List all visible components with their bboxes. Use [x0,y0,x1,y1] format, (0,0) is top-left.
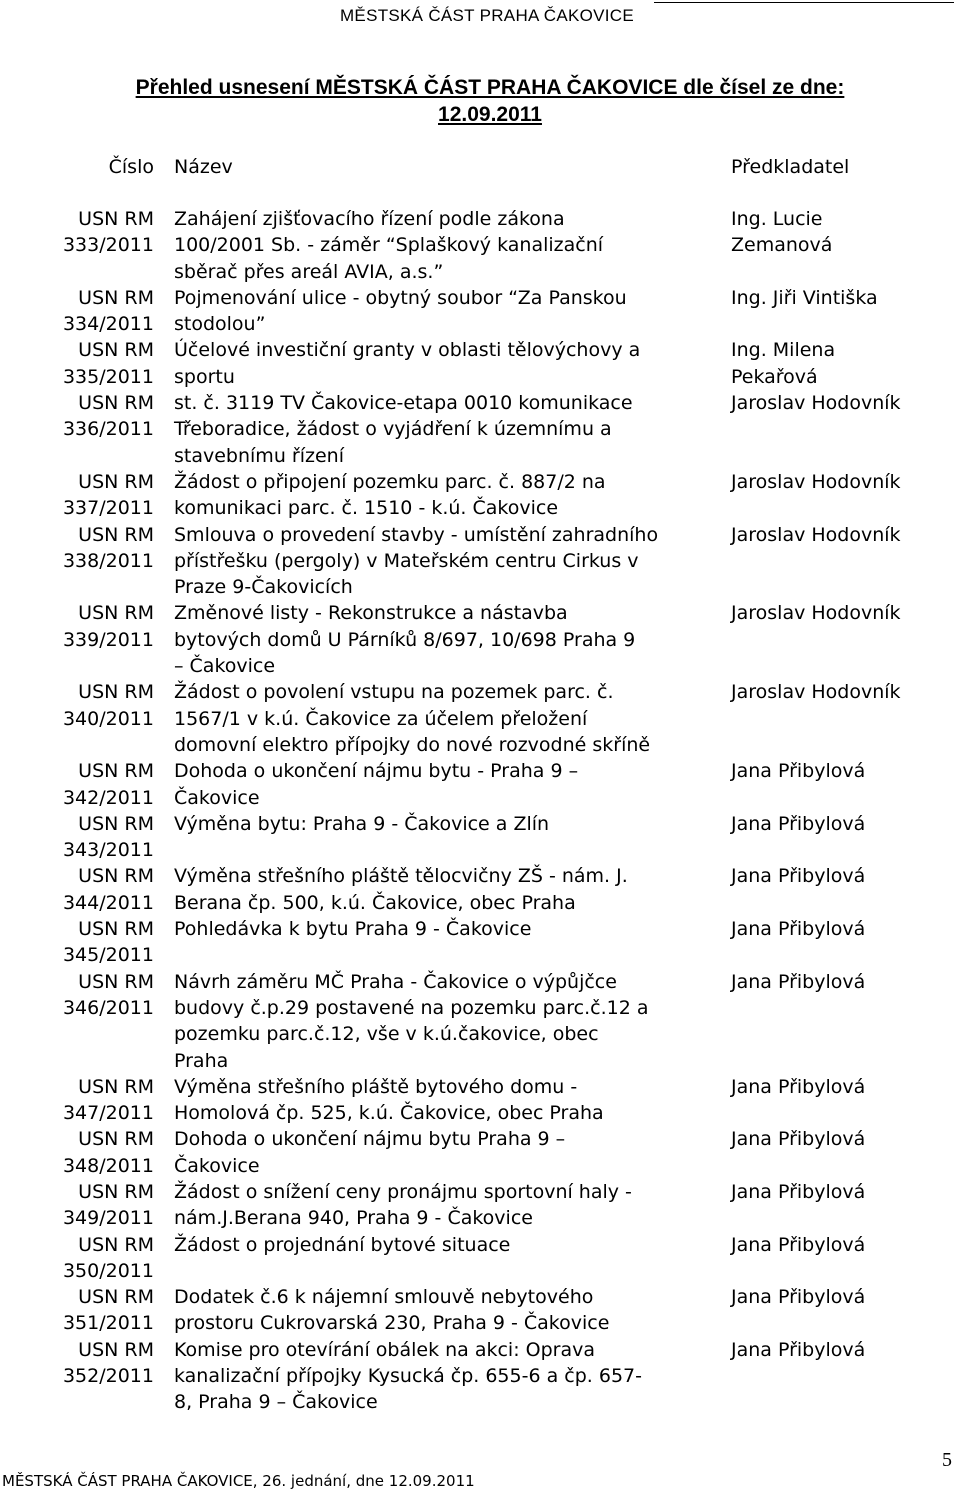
table-row [0,600,960,679]
resolution-number: USN RM 344/2011 [62,865,154,914]
header-rule [654,2,954,3]
resolution-number: USN RM 351/2011 [62,1286,154,1335]
resolution-submitter: Jaroslav Hodovník [731,470,901,493]
resolution-title: Zahájení zjišťovacího řízení podle zákona 100/2001 Sb. - záměr “Splaškový kanalizační sběrač přes areál AVIA, a.s.” [174,208,604,283]
resolution-title: Žádost o povolení vstupu na pozemek parc. č. 1567/1 v k.ú. Čakovice za účelem přeložení domovní elektro přípojky do nové rozvodné skříně [174,681,651,756]
table-row [0,1126,960,1179]
resolution-number: USN RM 349/2011 [62,1180,154,1230]
resolution-title: Žádost o připojení pozemku parc. č. 887/2 na komunikaci parc. č. 1510 - k.ú. Čakovice [174,470,606,520]
resolution-title: Návrh záměru MČ Praha - Čakovice o výpůjčce budovy č.p.29 postavené na pozemku parc.č.12 a pozemku parc.č.12, vše v k.ú.čakovice, obec Praha [174,970,649,1072]
resolution-title: Účelové investiční granty v oblasti tělovýchovy a sportu [174,339,641,388]
resolution-submitter: Jaroslav Hodovník [731,681,901,704]
resolution-submitter: Ing. Lucie Zemanová [731,208,833,257]
table-row [0,206,960,285]
table-row [0,969,960,1074]
resolution-number: USN RM 352/2011 [62,1338,154,1388]
resolution-submitter: Jana Přibylová [731,1338,866,1361]
resolution-number: USN RM 347/2011 [62,1075,154,1125]
resolution-number: USN RM 345/2011 [62,918,154,967]
resolution-title: Dohoda o ukončení nájmu bytu - Praha 9 – Čakovice [174,760,579,809]
resolution-submitter: Jana Přibylová [731,1180,866,1203]
resolution-number: USN RM 348/2011 [62,1128,154,1177]
resolution-submitter: Ing. Milena Pekařová [731,339,836,388]
resolution-submitter: Jana Přibylová [731,970,866,993]
resolution-number: USN RM 337/2011 [62,470,154,520]
resolution-title: Změnové listy - Rekonstrukce a nástavba bytových domů U Párníků 8/697, 10/698 Praha 9 – Čakovice [174,602,636,678]
resolution-title: Výměna střešního pláště bytového domu - Homolová čp. 525, k.ú. Čakovice, obec Praha [174,1075,604,1125]
resolution-submitter: Jaroslav Hodovník [731,602,901,625]
resolution-number: USN RM 335/2011 [62,339,154,388]
column-title-header: Název [174,156,233,178]
table-row [0,285,960,338]
table-row [0,916,960,969]
resolution-number: USN RM 343/2011 [62,812,154,862]
resolution-title: Výměna bytu: Praha 9 - Čakovice a Zlín [174,812,550,835]
page-number: 5 [942,1449,952,1471]
resolution-submitter: Ing. Jiři Vintiška [731,286,878,309]
document-title [60,74,920,128]
resolution-number: USN RM 334/2011 [62,286,154,336]
resolution-submitter: Jana Přibylová [731,1233,866,1256]
resolution-number: USN RM 346/2011 [62,970,154,1019]
table-row [0,469,960,522]
resolution-submitter: Jana Přibylová [731,1128,866,1151]
table-row [0,811,960,864]
table-row [0,390,960,469]
resolution-number: USN RM 333/2011 [62,208,154,257]
table-row [0,1179,960,1232]
table-row [0,863,960,916]
title-line-1: Přehled usnesení MĚSTSKÁ ČÁST PRAHA ČAKOVICE dle čísel ze dne: [135,76,845,99]
resolution-title: Dohoda o ukončení nájmu bytu Praha 9 – Čakovice [174,1128,566,1177]
resolution-title: Pojmenování ulice - obytný soubor “Za Panskou stodolou” [174,286,627,336]
column-number-header: Číslo [108,156,154,178]
table-row [0,337,960,390]
resolution-submitter: Jana Přibylová [731,760,866,783]
header-text: MĚSTSKÁ ČÁST PRAHA ČAKOVICE [339,6,634,25]
resolution-number: USN RM 340/2011 [62,681,154,730]
resolution-title: Komise pro otevírání obálek na akci: Oprava kanalizační přípojky Kysucká čp. 655-6 a čp. 657- 8, Praha 9 – Čakovice [174,1338,642,1414]
footer-text: MĚSTSKÁ ČÁST PRAHA ČAKOVICE, 26. jednání, dne 12.09.2011 [2,1472,475,1490]
table-row [0,758,960,811]
resolution-submitter: Jana Přibylová [731,865,866,888]
resolution-title: Dodatek č.6 k nájemní smlouvě nebytového prostoru Cukrovarská 230, Praha 9 - Čakovice [174,1286,610,1335]
resolution-number: USN RM 350/2011 [62,1233,154,1282]
resolution-submitter: Jana Přibylová [731,918,866,941]
resolution-submitter: Jaroslav Hodovník [731,523,901,546]
resolution-title: Pohledávka k bytu Praha 9 - Čakovice [174,918,532,941]
resolution-title: Žádost o snížení ceny pronájmu sportovní haly - nám.J.Berana 940, Praha 9 - Čakovice [174,1180,632,1230]
resolution-submitter: Jana Přibylová [731,1075,866,1098]
table-row [0,522,960,601]
column-submitter-header: Předkladatel [731,156,850,178]
table-row [0,1284,960,1337]
resolution-number: USN RM 342/2011 [62,760,154,809]
page-header [0,0,960,34]
resolution-title: Žádost o projednání bytové situace [174,1233,511,1256]
resolution-number: USN RM 338/2011 [62,523,154,572]
resolution-title: st. č. 3119 TV Čakovice-etapa 0010 komunikace Třeboradice, žádost o vyjádření k územnímu a stavebnímu řízení [174,392,633,467]
resolutions-table [0,206,960,1416]
resolution-submitter: Jana Přibylová [731,812,866,835]
table-row [0,1074,960,1127]
resolution-title: Smlouva o provedení stavby - umístění zahradního přístřešku (pergoly) v Mateřském centru Cirkus v Praze 9-Čakovicích [174,523,659,599]
resolution-number: USN RM 336/2011 [62,392,154,441]
table-row [0,679,960,758]
table-row [0,1337,960,1416]
resolution-title: Výměna střešního pláště tělocvičny ZŠ - nám. J. Berana čp. 500, k.ú. Čakovice, obec Praha [174,865,628,914]
table-row [0,1232,960,1285]
resolution-submitter: Jaroslav Hodovník [731,392,901,415]
resolution-submitter: Jana Přibylová [731,1286,866,1309]
title-line-2: 12.09.2011 [438,103,542,126]
resolution-number: USN RM 339/2011 [62,602,154,651]
